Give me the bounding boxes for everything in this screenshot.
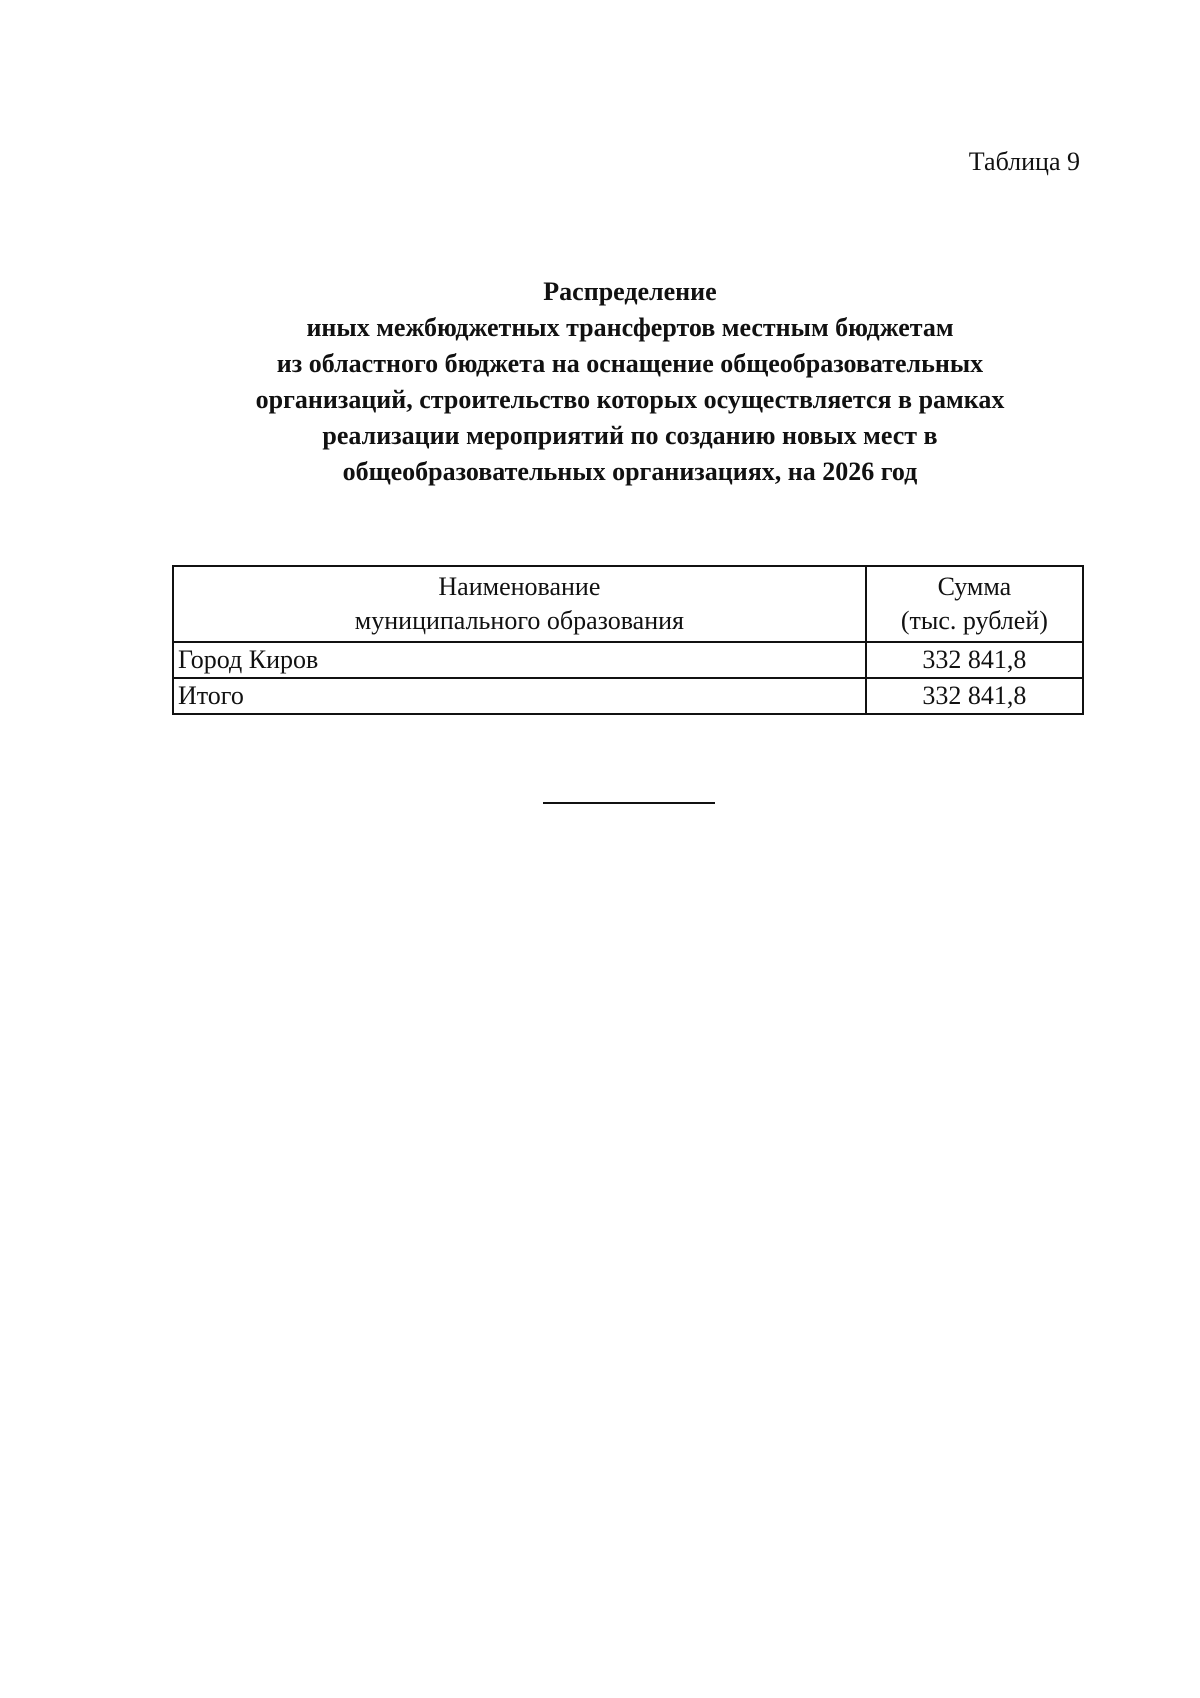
table-row-total: [173, 678, 1083, 714]
total-label-cell: Итого: [173, 678, 866, 714]
table-header-row: [173, 566, 1083, 642]
municipality-cell: Город Киров: [173, 642, 866, 678]
title-line: общеобразовательных организациях, на 2026 год: [342, 457, 918, 486]
title-line: иных межбюджетных трансфертов местным бюджетам: [306, 313, 954, 342]
header-text: муниципального образования: [354, 606, 684, 635]
sum-cell: 332 841,8: [866, 642, 1083, 678]
column-header-sum: [866, 566, 1083, 642]
column-header-municipality: [173, 566, 866, 642]
title-line: Распределение: [543, 277, 717, 306]
header-text: (тыс. рублей): [900, 606, 1048, 635]
end-of-document-rule: [543, 802, 715, 804]
title-line: реализации мероприятий по созданию новых мест в: [322, 421, 938, 450]
total-sum-cell: 332 841,8: [866, 678, 1083, 714]
title-line: организаций, строительство которых осуществляется в рамках: [255, 385, 1005, 414]
document-title: [150, 274, 1110, 490]
table-row: [173, 642, 1083, 678]
header-text: Сумма: [937, 572, 1012, 601]
distribution-table: [172, 565, 1084, 715]
title-line: из областного бюджета на оснащение общеобразовательных: [276, 349, 984, 378]
table-number-label: Таблица 9: [968, 147, 1080, 176]
header-text: Наименование: [438, 572, 601, 601]
